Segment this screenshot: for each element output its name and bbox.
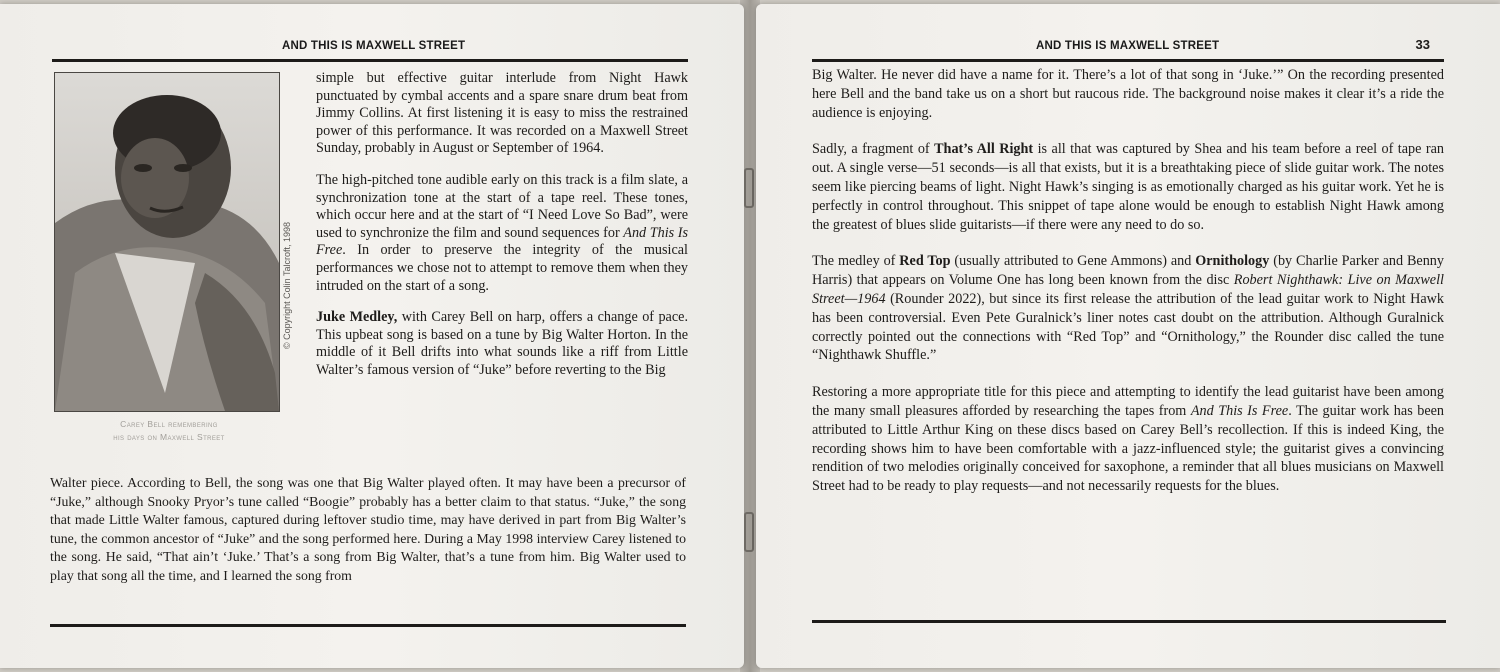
paragraph: Walter piece. According to Bell, the song was one that Big Walter played often. It may have been a precursor of “Juke,” although Snooky Pryor’s tune called “Boogie” probably has a better claim to that status. “Juke,” the song that made Little Walter famous, captured during leftover studio time, may have derived in part from Big Walter’s tune, the common ancestor of “Juke” and the song performed here. During a May 1998 interview Carey listened to the song. He said, “That ain’t ‘Juke.’ That’s a song from Big Walter, that’s a tune from him. Big Walter used to play that song all the time, and I learned the song from bbox=[50, 475, 686, 583]
paragraph: Sadly, a fragment of That’s All Right is all that was captured by Shea and his team before a reel of tape ran out. A single verse—51 seconds—is all that exists, but it is a breathtaking piece of slide guitar work. The notes seem like piercing beams of light. Night Hawk’s singing is as emotionally charged as his guitar work. Yet he is perfectly in control throughout. This snippet of tape alone would be enough to establish Night Hawk among the greatest of blues slide guitarists—if there were any need to do so. bbox=[812, 141, 1444, 233]
photo-credit: © Copyright Colin Talcroft, 1998 bbox=[282, 221, 292, 349]
paragraph: Juke Medley, with Carey Bell on harp, offers a change of pace. This upbeat song is based on a tune by Big Walter Horton. In the middle of it Bell drifts into what sounds like a riff from Little Walter’s famous version of “Juke” before reverting to the Big bbox=[316, 309, 688, 378]
right-text-column bbox=[812, 66, 1444, 514]
right-page bbox=[756, 4, 1500, 668]
paragraph: simple but effective guitar interlude from Night Hawk punctuated by cymbal accents and a spare snare drum beat from Jimmy Collins. At first listening it is easy to miss the restrained power of this performance. It was recorded on a Maxwell Street Sunday, probably in August or September of 1964. bbox=[316, 70, 688, 157]
bottom-rule-left bbox=[50, 624, 686, 627]
top-rule-left bbox=[52, 59, 688, 62]
left-wide-paragraph bbox=[50, 474, 686, 600]
left-text-column bbox=[316, 70, 688, 394]
portrait-illustration bbox=[55, 73, 279, 411]
staple-upper bbox=[744, 168, 754, 208]
running-head-right: AND THIS IS MAXWELL STREET bbox=[1036, 40, 1220, 52]
running-head-left: AND THIS IS MAXWELL STREET bbox=[282, 40, 466, 52]
bottom-rule-right bbox=[812, 620, 1446, 623]
paragraph: Restoring a more appropriate title for this piece and attempting to identify the lead guitarist have been among the many small pleasures afforded by researching the tapes from And This Is Free. The guitar work has been attributed to Little Arthur King on these discs based on Carey Bell’s recollection. If this is indeed King, the recording shows him to have been comfortable with a jazz-influenced style; the guitarist gives a convincing rendition of two melodies originally conceived for saxophone, a reminder that all blues musicians on Maxwell Street had to be ready to play requests—and not necessarily requests for the blues. bbox=[812, 384, 1445, 495]
top-rule-right bbox=[812, 59, 1444, 62]
paragraph: The medley of Red Top (usually attributed to Gene Ammons) and Ornithology (by Charlie Parker and Benny Harris) that appears on Volume One has long been known from the disc Robert Nighthawk: Live on Maxwell Street—1964 (Rounder 2022), but since its first release the attribution of the lead guitar work to Night Hawk has been controversial. Even Pete Guralnick’s liner notes cast doubt on the attribution. Although Guralnick correctly pointed out the connections with “Red Top” and “Ornithology,” the Rounder disc called the tune “Nighthawk Shuffle.” bbox=[812, 253, 1444, 364]
paragraph: The high-pitched tone audible early on this track is a film slate, a synchronization tone at the start of a tape reel. These tones, which occur here and at the start of “I Need Love So Bad”, were used to synchronize the film and sound sequences for And This Is Free. In order to preserve the integrity of the musical performances we chose not to attempt to remove them when they intruded on the start of a song. bbox=[316, 171, 688, 294]
staple-lower bbox=[744, 512, 754, 552]
paragraph: Big Walter. He never did have a name for it. There’s a lot of that song in ‘Juke.’” On the recording presented here Bell and the band take us on a short but raucous ride. The background noise makes it clear it’s a ride the audience is enjoying. bbox=[812, 67, 1444, 121]
photo-caption: Carey Bell remembering his days on Maxwell Street bbox=[113, 419, 225, 442]
carey-bell-photo bbox=[54, 72, 280, 412]
left-page bbox=[0, 4, 744, 668]
page-number: 33 bbox=[1415, 37, 1430, 52]
